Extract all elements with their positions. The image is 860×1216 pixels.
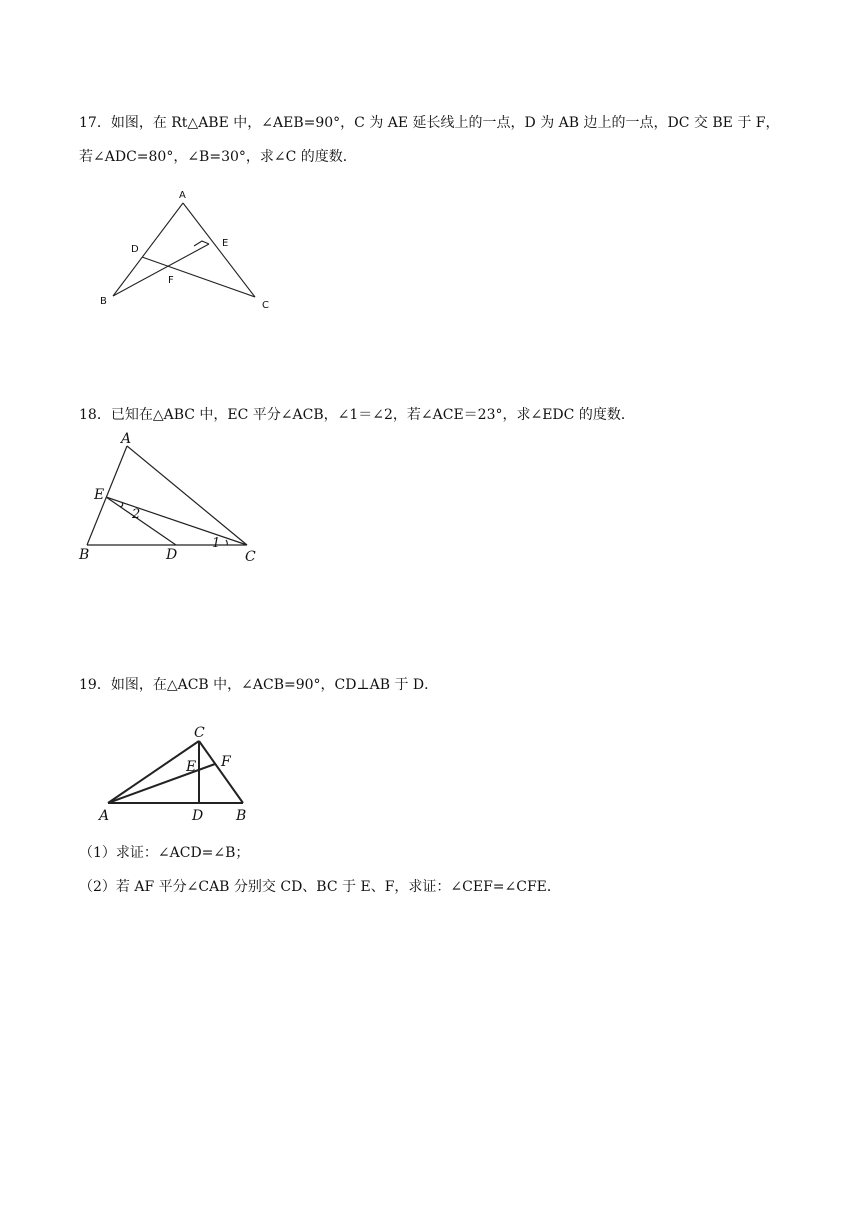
problem-17-text-line-2: 若∠ADC=80°，∠B=30°，求∠C 的度数． [79,149,357,165]
problem-17-figure [90,185,290,315]
problem-19-figure [95,718,265,828]
label-A: A [179,190,186,201]
label-D: D [192,808,204,824]
problem-17-text-line-1: 17．如图，在 Rt△ABE 中，∠AEB=90°，C 为 AE 延长线上的一点，D 为 AB 边上的一点，DC 交 BE 于 F， [79,115,780,131]
label-C: C [262,300,269,311]
label-F: F [221,754,231,770]
label-C: C [194,725,205,741]
segment-EC [106,497,247,545]
problem-19-text-line-1: 19．如图，在△ACB 中，∠ACB=90°，CD⊥AB 于 D． [79,677,439,693]
label-E: E [222,238,229,249]
label-A: A [99,808,110,824]
angle-1-arc [226,540,227,545]
segment-DC [142,257,255,297]
segment-ED [106,497,176,545]
segment-CB [199,741,243,803]
problem-18-text-line-1: 18．已知在△ABC 中，EC 平分∠ACB，∠1＝∠2，若∠ACE＝23°，求∠EDC 的度数． [79,407,635,423]
label-F: F [168,275,174,286]
segment-AB [87,446,127,545]
label-D: D [166,547,178,563]
label-E: E [94,487,105,503]
label-angle-1: 1 [212,536,221,551]
label-B: B [236,808,247,824]
label-A: A [121,431,132,447]
label-C: C [245,549,256,565]
label-B: B [100,296,107,307]
label-B: B [79,547,90,563]
subquestion-2: （2）若 AF 平分∠CAB 分别交 CD、BC 于 E、F，求证：∠CEF=∠CFE． [79,879,561,895]
problem-18-figure [72,428,272,568]
label-angle-2: 2 [132,507,141,522]
segment-AC [183,203,255,297]
label-D: D [131,244,139,255]
segment-AC [127,446,247,545]
subquestion-1: （1）求证：∠ACD=∠B； [79,845,250,861]
segment-BE [113,244,209,296]
label-E: E [186,759,197,775]
